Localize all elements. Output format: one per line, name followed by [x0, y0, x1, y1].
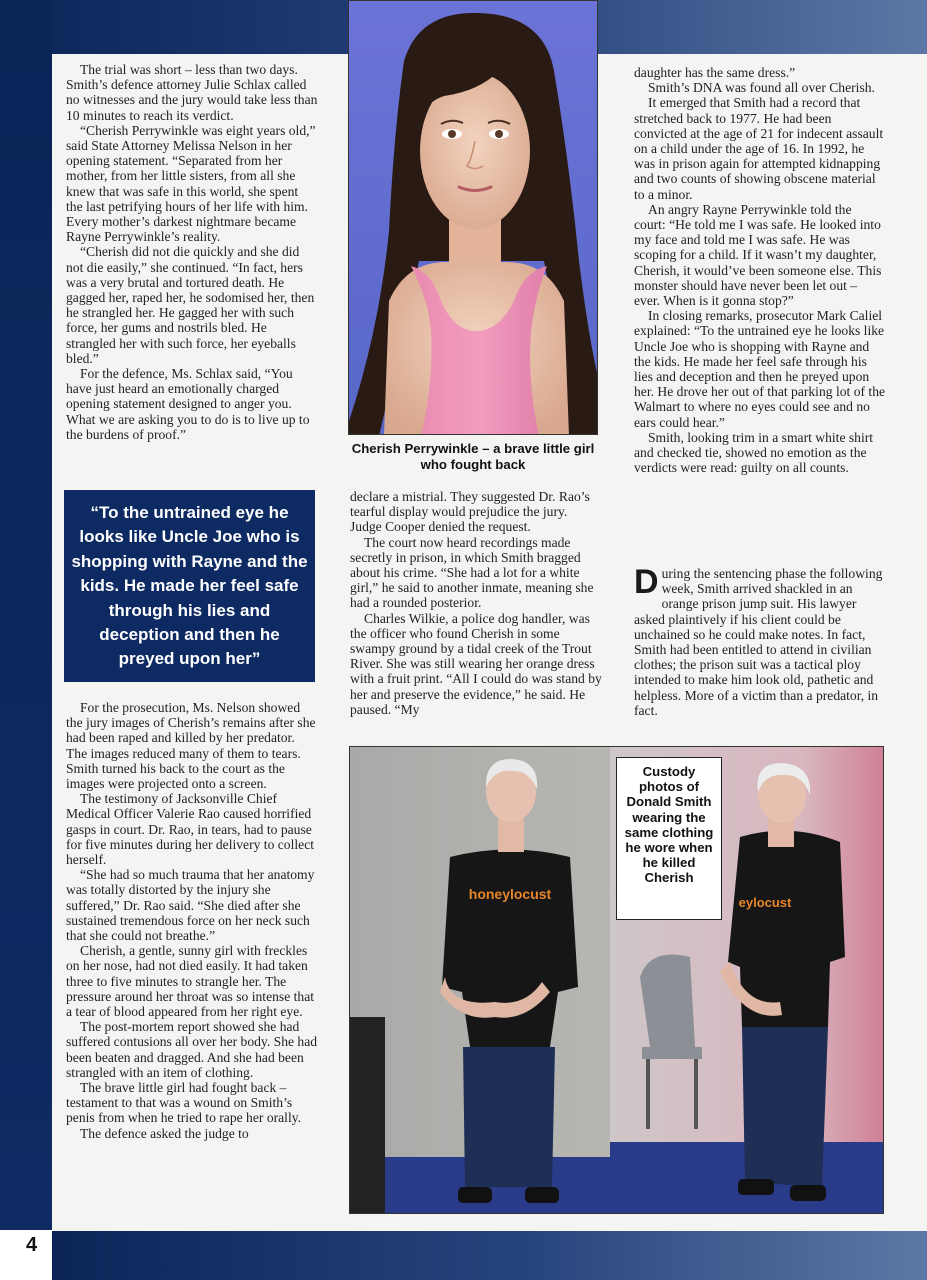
page-number: 4	[26, 1234, 38, 1256]
paragraph: daughter has the same dress.”	[634, 65, 796, 80]
article-column-1-top	[66, 62, 318, 442]
paragraph: An angry Rayne Perrywinkle told the court: “He told me I was safe. He looked into my face and told me I was safe. He was scoping for a child. If it wasn’t my daughter, Cherish, it would’ve been someone else. This monster should have never been let out – ever. When is it gonna stop?”	[634, 201, 882, 309]
bottom-color-band	[52, 1231, 927, 1280]
cherish-portrait-photo	[348, 0, 598, 435]
shirt-print-left: honeylocust	[468, 886, 552, 902]
paragraph: The brave little girl had fought back – testament to that was a wound on Smith’s penis from when he tried to rape her orally.	[66, 1080, 302, 1126]
paragraph: The court now heard recordings made secretly in prison, in which Smith bragged about his crime. “She had a lot for a white girl,” he said to another inmate, meaning she had a rounded posterior.	[350, 534, 594, 611]
drop-cap: D	[634, 563, 659, 601]
paragraph-text: uring the sentencing phase the following week, Smith arrived shackled in an orange prison jump suit. His lawyer asked plaintively if his client could be unchained so he could make notes. In fact, Smith had been entitled to attend in civilian clothes; the prison suit was a tactical ploy intended to make him look old, pathetic and helpless. More of a victim than a predator, in fact.	[634, 566, 883, 718]
article-column-1-bottom	[66, 700, 318, 1141]
pull-quote: “To the untrained eye he looks like Uncle Joe who is shopping with Rayne and the kids. He made her feel safe through his lies and deception and then he preyed upon her”	[64, 490, 315, 682]
paragraph: “She had so much trauma that her anatomy was totally distorted by the injury she suffered,” Dr. Rao said. “She died after she sustained tremendous force on her neck such that she could not breathe.”	[66, 867, 315, 944]
paragraph: It emerged that Smith had a record that stretched back to 1977. He had been convicted at the age of 21 for indecent assault on a child under the age of 16. In 1992, he was in prison again for attempted kidnapping and two counts of showing obscene material to a minor.	[634, 95, 884, 202]
paragraph: Smith’s DNA was found all over Cherish.	[648, 80, 875, 96]
custody-photo-caption: Custody photos of Donald Smith wearing the same clothing he wore when he killed Cherish	[616, 757, 722, 920]
paragraph: Cherish, a gentle, sunny girl with freckles on her nose, had not died easily. It had taken three to five minutes to strangle her. The pressure around her throat was so intense that a tear of blood appeared from her right eye.	[66, 943, 315, 1020]
paragraph: The defence asked the judge to	[80, 1125, 249, 1141]
shirt-print-right: eylocust	[738, 895, 792, 910]
left-color-band	[0, 0, 52, 1230]
paragraph: “Cherish did not die quickly and she did not die easily,” she continued. “In fact, hers was a very brutal and tortured death. He gagged her, raped her, he sodomised her, then he strangled her. He gagged her with such force, her gums and nostrils bled. He strangled her with such force, her eyeballs bled.”	[66, 244, 315, 366]
paragraph: In closing remarks, prosecutor Mark Caliel explained: “To the untrained eye he looks like Uncle Joe who is shopping with Rayne and the kids. He made her feel safe through his lies and deception and then he preyed upon her. He drove her out of that parking lot of the Walmart to where no eyes could see and no ears could hear.”	[634, 308, 886, 430]
cherish-photo-caption: Cherish Perrywinkle – a brave little girl who fought back	[351, 441, 595, 472]
paragraph: For the defence, Ms. Schlax said, “You have just heard an emotionally charged opening statement designed to anger you. What we are asking you to do is to live up to the burdens of proof.”	[66, 366, 310, 442]
article-column-3-bottom	[634, 563, 886, 718]
paragraph: Charles Wilkie, a police dog handler, was the officer who found Cherish in some swampy ground by a tidal creek of the Trout River. She was still wearing her orange dress with a fruit print. “All I could do was stand by her and preserve the evidence,” he said. He paused. “My	[350, 610, 602, 717]
paragraph: “Cherish Perrywinkle was eight years old,” said State Attorney Melissa Nelson in her opening statement. “Separated from her mother, from her little sisters, from all she knew that was safe in this world, she spent the last petrifying hours of her life with him. Every mother’s darkest nightmare became Rayne Perrywinkle’s reality.	[66, 122, 316, 245]
paragraph: The post-mortem report showed she had suffered contusions all over her body. She had been beaten and dragged. And she had been strangled with an item of clothing.	[66, 1019, 318, 1080]
paragraph: The trial was short – less than two days. Smith’s defence attorney Julie Schlax called no witnesses and the jury would take less than 10 minutes to reach its verdict.	[66, 62, 318, 123]
paragraph: The testimony of Jacksonville Chief Medical Officer Valerie Rao caused horrified gasps in court. Dr. Rao, in tears, had to pause for five minutes during her delivery to collect herself.	[66, 791, 315, 868]
article-column-2	[350, 489, 602, 717]
article-column-3-top	[634, 65, 886, 475]
paragraph: For the prosecution, Ms. Nelson showed the jury images of Cherish’s remains after she had been raped and killed by her predator. The images reduced many of them to tears. Smith turned his back to the court as the images were projected onto a screen.	[66, 700, 316, 792]
paragraph: declare a mistrial. They suggested Dr. Rao’s tearful display would prejudice the jury. Judge Cooper denied the request.	[350, 489, 590, 535]
paragraph	[634, 563, 886, 718]
paragraph: Smith, looking trim in a smart white shirt and checked tie, showed no emotion as the verdicts were read: guilty on all counts.	[634, 429, 874, 476]
